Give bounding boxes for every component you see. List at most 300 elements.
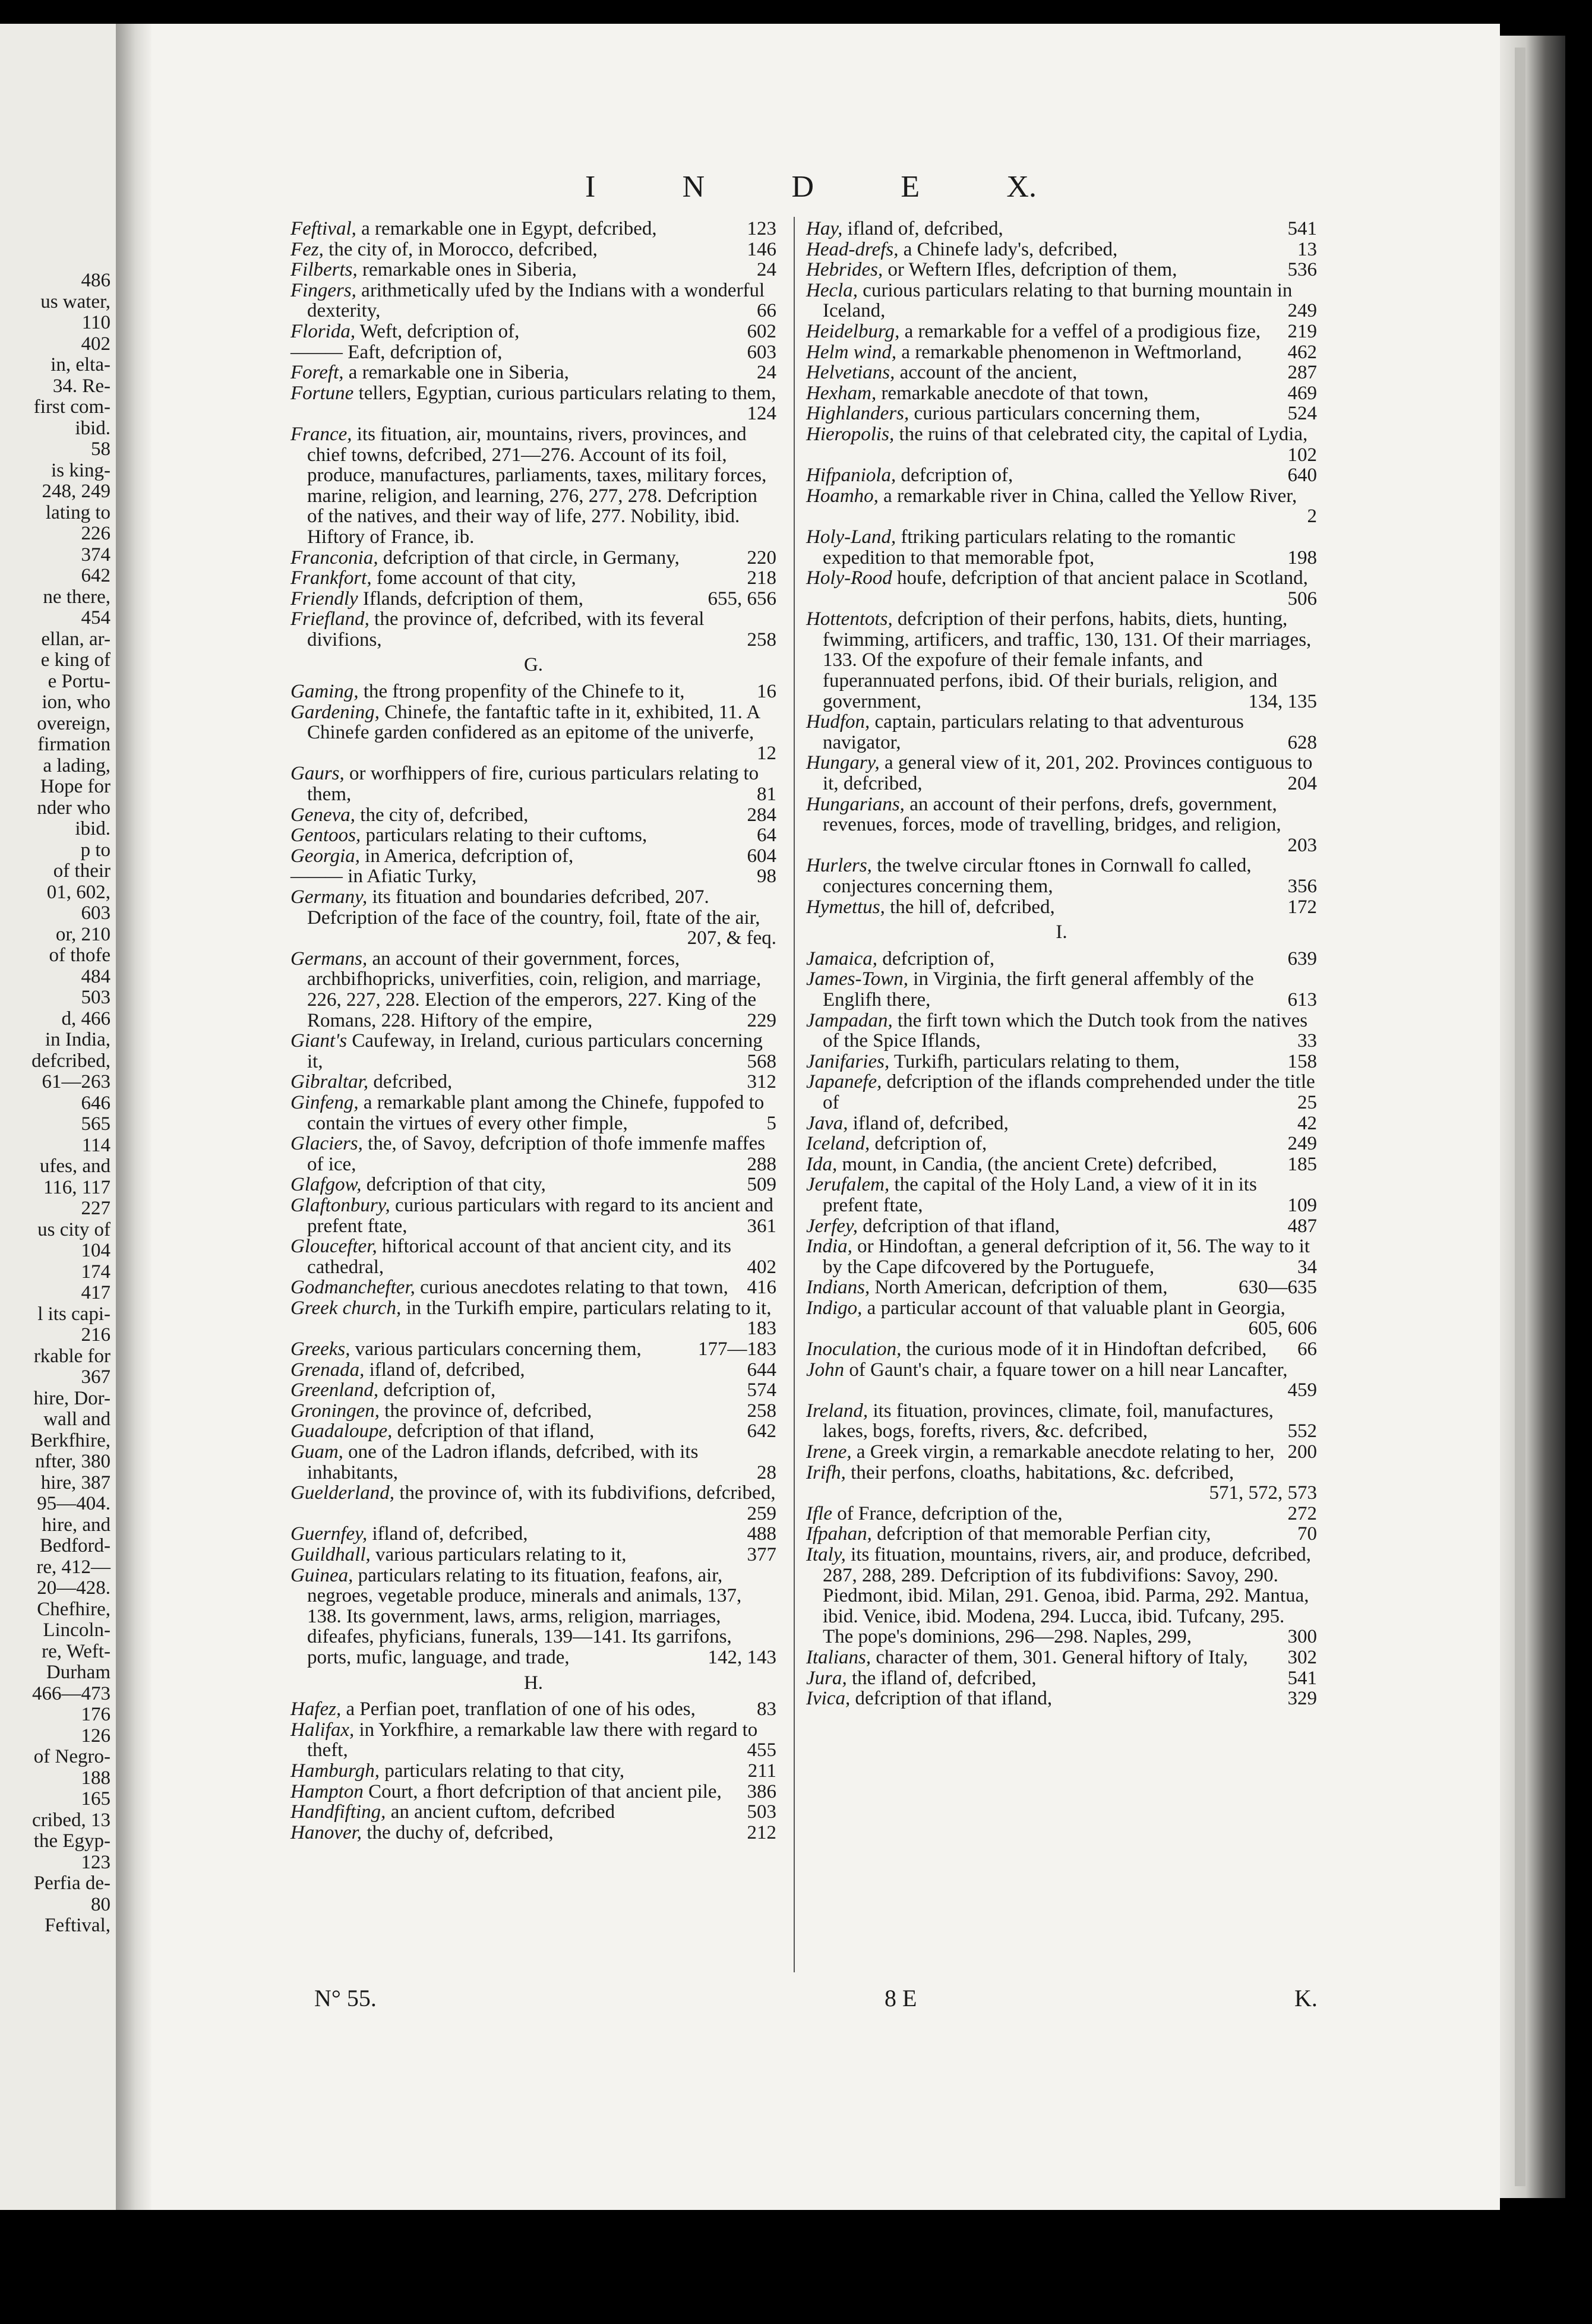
index-entry [290, 949, 776, 1031]
entry-page: 146 [747, 238, 776, 260]
entry-description: defcription of that memorable Perfian city, [871, 1523, 1211, 1545]
index-entry [806, 1113, 1317, 1134]
entry-page: 25 [1297, 1091, 1317, 1113]
entry-page: 259 [747, 1502, 776, 1524]
entry-page: 185 [1287, 1153, 1317, 1175]
entry-description: a remarkable one in Egypt, defcribed, [356, 218, 657, 239]
entry-description: the duchy of, defcribed, [362, 1821, 554, 1843]
entry-page: 34 [1297, 1256, 1317, 1278]
index-entry [806, 1688, 1317, 1709]
entry-term: Hexham, [806, 382, 877, 404]
entry-term: Greek church, [290, 1297, 402, 1319]
title-letter: N [682, 170, 705, 204]
left-fragment: 565 [81, 1113, 110, 1135]
index-entry [290, 1699, 776, 1720]
index-entry [806, 1133, 1317, 1154]
entry-text [290, 1524, 776, 1545]
entry-page: 109 [1287, 1194, 1317, 1216]
entry-description: its fituation and boundaries defcribed, 207. Defcription of the face of the country, foil, ftate of the air, [307, 886, 760, 929]
index-entry [290, 887, 776, 949]
entry-description: the ruins of that celebrated city, the capital of Lydia, [894, 423, 1308, 445]
left-fragment: hire, Dor- [33, 1387, 110, 1409]
entry-page: 602 [747, 320, 776, 342]
entry-description: ifland of, defcribed, [848, 1112, 1009, 1134]
entry-description: captain, particulars relating to that adventurous navigator, [823, 711, 1244, 753]
index-entry [806, 1236, 1317, 1277]
page-title [585, 169, 1037, 204]
entry-page: 16 [757, 681, 776, 703]
entry-page: 203 [1287, 834, 1317, 856]
entry-term: Hanover, [290, 1821, 362, 1843]
left-fragment: ellan, ar- [41, 628, 110, 650]
index-entry [290, 1782, 776, 1802]
entry-description: the ftrong propenfity of the Chinefe to it, [358, 681, 685, 703]
entry-term: Helm wind, [806, 341, 897, 363]
left-fragment: Durham [46, 1662, 110, 1683]
entry-description: the twelve circular ftones in Cornwall fo called, conjectures concerning them, [823, 855, 1252, 897]
index-entry [290, 681, 776, 702]
entry-term: Hamburgh, [290, 1760, 380, 1782]
entry-text [290, 1545, 776, 1565]
index-entry [806, 753, 1317, 794]
entry-term: James-Town, [806, 968, 909, 990]
entry-term: Hudfon, [806, 711, 870, 733]
entry-term: Holy-Land, [806, 526, 896, 548]
entry-text [806, 1072, 1317, 1113]
entry-term: Feftival, [290, 218, 356, 239]
entry-text [806, 753, 1317, 794]
entry-description: ifland of, defcribed, [367, 1523, 528, 1545]
entry-description: various particulars concerning them, [350, 1338, 642, 1360]
entry-text [806, 1011, 1317, 1052]
entry-description: defcription of, [896, 465, 1013, 487]
left-fragment: lating to [45, 501, 110, 523]
entry-term: Jerufalem, [806, 1174, 890, 1196]
entry-description: Turkifh, particulars relating to them, [889, 1050, 1180, 1072]
index-entry [290, 825, 776, 846]
entry-text [290, 342, 776, 363]
entry-description: particulars relating to their cuftoms, [361, 825, 647, 847]
entry-text [806, 486, 1317, 527]
entry-page: 42 [1297, 1112, 1317, 1134]
index-entry [806, 1504, 1317, 1524]
entry-page: 644 [747, 1359, 776, 1381]
entry-text [806, 794, 1317, 856]
index-entry [290, 342, 776, 363]
left-fragment: in India, [45, 1029, 110, 1050]
entry-text [290, 1483, 776, 1524]
entry-term: Greeks, [290, 1338, 350, 1360]
left-fragment: 226 [81, 523, 110, 544]
entry-text [290, 1565, 776, 1668]
entry-page: 613 [1287, 989, 1317, 1011]
entry-page: 329 [1287, 1688, 1317, 1710]
entry-text [806, 1668, 1317, 1689]
entry-page: 469 [1287, 382, 1317, 404]
left-fragment: Perfia de- [33, 1873, 110, 1894]
entry-text [806, 1545, 1317, 1647]
left-fragment: hire, and [42, 1514, 110, 1536]
left-fragment: 01, 602, [46, 881, 110, 903]
entry-text [290, 866, 776, 887]
entry-page: 506 [1287, 588, 1317, 610]
index-entry [290, 239, 776, 260]
entry-description: hiftorical account of that ancient city, and its cathedral, [307, 1236, 731, 1278]
entry-term: Franconia, [290, 547, 378, 569]
sheet-number: N° 55. [314, 1985, 377, 2012]
entry-term: Guildhall, [290, 1544, 371, 1565]
entry-term: Head-drefs, [806, 238, 899, 260]
index-entry [290, 1565, 776, 1668]
entry-description: a remarkable river in China, called the Yellow River, [878, 485, 1297, 507]
entry-description: the capital of the Holy Land, a view of it in its prefent ftate, [823, 1174, 1257, 1216]
entry-term: Guernfey, [290, 1523, 368, 1545]
entry-page: 258 [747, 1400, 776, 1422]
left-fragment: 466—473 [32, 1682, 110, 1704]
entry-text [806, 1339, 1317, 1360]
index-entry [290, 568, 776, 589]
index-entry [290, 1133, 776, 1174]
entry-term: Grenada, [290, 1359, 365, 1381]
entry-term: Germany, [290, 886, 368, 908]
entry-description: a particular account of that valuable plant in Georgia, [862, 1297, 1285, 1319]
entry-text [806, 568, 1317, 609]
entry-text [290, 321, 776, 342]
entry-term: Fez, [290, 238, 324, 260]
entry-text [290, 383, 776, 424]
catchword: K. [1294, 1985, 1318, 2012]
entry-page: 70 [1297, 1523, 1317, 1545]
entry-term: Guadaloupe, [290, 1420, 393, 1442]
entry-description: defcription of their perfons, habits, diets, hunting, fwimming, artificers, and traffic, 130, 131. Of their marriages, 133. Of the expofure of their female infants, and fuperannuated perfons, ibid. Of their burials, religion, and government, [823, 608, 1312, 712]
entry-description: remarkable anecdote of that town, [876, 382, 1149, 404]
left-fragment: 176 [81, 1704, 110, 1725]
index-entry [806, 794, 1317, 856]
entry-text [806, 1360, 1317, 1401]
entry-text [806, 855, 1317, 896]
entry-text [806, 1236, 1317, 1277]
entry-page: 183 [747, 1318, 776, 1340]
index-entry [290, 424, 776, 548]
entry-text [290, 1823, 776, 1843]
entry-term: Hay, [806, 218, 843, 239]
entry-page: 287 [1287, 362, 1317, 384]
entry-term: Gardening, [290, 701, 380, 723]
title-letter: D [791, 170, 814, 204]
entry-page: 83 [757, 1698, 776, 1720]
entry-description: houfe, defcription of that ancient palace in Scotland, [892, 567, 1308, 589]
column-divider [794, 217, 795, 1972]
page-edge-strip [1515, 48, 1525, 2186]
index-entry [806, 897, 1317, 918]
entry-term: Gentoos, [290, 825, 361, 847]
entry-description: or Hindoftan, a general defcription of it, 56. The way to it by the Cape difcovered by the Portuguefe, [823, 1236, 1310, 1278]
entry-description: Eaft, defcription of, [348, 341, 503, 363]
index-column-right [806, 219, 1317, 1709]
index-entry [806, 383, 1317, 404]
entry-text [806, 239, 1317, 260]
entry-description: one of the Ladron iflands, defcribed, with its inhabitants, [307, 1441, 699, 1483]
index-entry [806, 568, 1317, 609]
entry-description: a remarkable for a veffel of a prodigious fize, [899, 320, 1261, 342]
entry-term: Glaciers, [290, 1133, 363, 1155]
entry-term: Hottentots, [806, 608, 893, 630]
section-heading: I. [1056, 921, 1067, 943]
entry-text [290, 825, 776, 846]
entry-description: the province of, defcribed, with its feveral divifions, [307, 608, 705, 651]
entry-description: defcription of that ifland, [850, 1688, 1053, 1710]
entry-term: Italians, [806, 1646, 871, 1668]
entry-description: in Afiatic Turky, [348, 866, 477, 888]
entry-page: 604 [747, 845, 776, 867]
index-entry [806, 1647, 1317, 1668]
entry-text [290, 1699, 776, 1720]
entry-term: Janifaries, [806, 1050, 890, 1072]
entry-description: defcription of that city, [361, 1174, 546, 1196]
section-heading: G. [523, 654, 544, 676]
entry-page: 272 [1287, 1502, 1317, 1524]
entry-description: its fituation, mountains, rivers, air, and produce, defcribed, 287, 288, 289. Defcription of its fubdivifions: Savoy, 290. Piedmont, ibid. Milan, 291. Genoa, ibid. Parma, 292. Mantua, ibid. Venice, ibid. Modena, 294. Lucca, ibid. Tufcany, 295. The pope's dominions, 296—298. Naples, 299, [823, 1544, 1312, 1648]
left-fragment: l its capi- [37, 1303, 110, 1325]
index-entry [290, 1823, 776, 1843]
entry-text [290, 1782, 776, 1802]
entry-term: Geneva, [290, 804, 356, 826]
index-entry [806, 1668, 1317, 1689]
index-column-left [290, 219, 776, 1843]
index-entry [806, 342, 1317, 363]
left-fragment: wall and [43, 1409, 110, 1430]
index-entry [806, 1524, 1317, 1545]
entry-description: defcription of, [378, 1379, 496, 1401]
entry-description: the, of Savoy, defcription of thofe immenfe maffes of ice, [307, 1133, 766, 1175]
entry-description: the city of, in Morocco, defcribed, [323, 238, 598, 260]
entry-description: Iflands, defcription of them, [358, 588, 584, 610]
left-fragment: 123 [81, 1851, 110, 1873]
left-fragment: d, 466 [61, 1008, 110, 1030]
entry-page: 487 [1287, 1215, 1317, 1237]
left-fragment: 61—263 [42, 1071, 110, 1092]
entry-description: defcription of the iflands comprehended under the title of [823, 1071, 1315, 1113]
entry-term: Fingers, [290, 279, 356, 301]
entry-text [806, 403, 1317, 424]
entry-description: North American, defcription of them, [870, 1277, 1168, 1299]
left-fragment: nder who [37, 797, 110, 819]
index-entry [806, 219, 1317, 239]
entry-page: 639 [1287, 948, 1317, 970]
left-fragment: cribed, 13 [32, 1809, 110, 1831]
left-fragment: 642 [81, 565, 110, 586]
entry-term: Heidelburg, [806, 320, 900, 342]
left-fragment: 188 [81, 1767, 110, 1789]
entry-text [806, 1401, 1317, 1442]
entry-term: Ida, [806, 1153, 838, 1175]
left-fragment: Hope for [40, 776, 110, 797]
entry-text [290, 763, 776, 804]
index-entry [290, 589, 776, 610]
index-entry [806, 424, 1317, 465]
entry-page: 134, 135 [1248, 690, 1317, 712]
entry-text [290, 260, 776, 280]
entry-text [290, 219, 776, 239]
index-entry [806, 712, 1317, 753]
entry-page: 640 [1287, 465, 1317, 487]
entry-term: Guelderland, [290, 1482, 395, 1504]
index-entry [806, 362, 1317, 383]
entry-description: mount, in Candia, (the ancient Crete) defcribed, [837, 1153, 1217, 1175]
section-heading: H. [523, 1672, 544, 1694]
index-entry [290, 1072, 776, 1092]
left-fragment: of thofe [49, 945, 110, 966]
entry-page: 655, 656 [707, 588, 776, 610]
left-fragment: ufes, and [39, 1155, 110, 1177]
entry-term: Handfifting, [290, 1801, 386, 1823]
entry-term: John [806, 1359, 845, 1381]
index-entry [290, 1483, 776, 1524]
index-entry [290, 1761, 776, 1782]
index-entry [806, 1011, 1317, 1052]
entry-page: 198 [1287, 547, 1317, 569]
entry-description: an account of their government, forces, archbifhopricks, univerfities, coin, religion, and marriage, 226, 227, 228. Election of the emperors, 227. King of the Romans, 228. Hiftory of the empire, [307, 948, 762, 1031]
entry-term: Hungarians, [806, 793, 905, 815]
entry-page: 574 [747, 1379, 776, 1401]
entry-page: 64 [757, 825, 776, 847]
entry-description: of France, defcription of the, [832, 1502, 1063, 1524]
entry-page: 172 [1287, 896, 1317, 918]
entry-description: the ifland of, defcribed, [846, 1667, 1037, 1689]
entry-text [290, 1174, 776, 1195]
entry-text [290, 1802, 776, 1823]
entry-page: 177—183 [698, 1338, 776, 1360]
index-entry [290, 1339, 776, 1360]
left-fragment: ibid. [75, 818, 110, 839]
entry-description: in Virginia, the firft general affembly of the Englifh there, [823, 968, 1254, 1011]
index-entry [806, 486, 1317, 527]
entry-text [806, 712, 1317, 753]
index-entry [806, 1360, 1317, 1401]
entry-description: a remarkable one in Siberia, [343, 362, 569, 384]
index-entry [290, 1236, 776, 1277]
index-entry [290, 1421, 776, 1442]
entry-description: the hill of, defcribed, [885, 896, 1055, 918]
entry-description: defcription of that ifland, [858, 1215, 1060, 1237]
entry-text [806, 321, 1317, 342]
entry-page: 459 [1287, 1379, 1317, 1401]
entry-description: tellers, Egyptian, curious particulars relating to them, [353, 382, 776, 404]
entry-page: 211 [747, 1760, 776, 1782]
left-fragment: a lading, [43, 754, 110, 776]
entry-page: 207, & feq. [687, 927, 776, 949]
entry-text [806, 424, 1317, 465]
left-fragment: ne there, [43, 586, 110, 608]
entry-description: its fituation, air, mountains, rivers, provinces, and chief towns, defcribed, 271—276. Account of its foil, produce, manufactures, parliaments, taxes, military forces, marine, religion, and learning, 276, 277, 278. Defcription of the natives, and their way of life, 277. Nobility, ibid. Hiftory of France, ib. [307, 423, 767, 548]
entry-page: 630—635 [1239, 1277, 1317, 1299]
entry-page: 249 [1287, 1133, 1317, 1155]
entry-term: France, [290, 423, 352, 445]
entry-text [806, 969, 1317, 1010]
left-fragment: first com- [33, 396, 110, 418]
index-entry [806, 1442, 1317, 1463]
index-entry [290, 1092, 776, 1133]
entry-description: particulars relating to its fituation, feafons, air, negroes, vegetable produce, minerals and animals, 137, 138. Its government, laws, arms, religion, marriages, difeafes, phyficians, funerals, 139—141. Its garrifons, ports, mufic, language, and trade, [307, 1564, 742, 1668]
entry-page: 628 [1287, 731, 1317, 753]
left-fragment: us city of [37, 1218, 110, 1240]
entry-text [290, 1401, 776, 1422]
entry-page: 12 [757, 742, 776, 764]
entry-description: defcription of that circle, in Germany, [378, 547, 680, 569]
entry-page: 462 [1287, 341, 1317, 363]
entry-term: Highlanders, [806, 403, 909, 425]
entry-term: India, [806, 1236, 852, 1258]
entry-description: ifland of, defcribed, [842, 218, 1003, 239]
entry-description: Weft, defcription of, [355, 320, 520, 342]
entry-description: its fituation, provinces, climate, foil, manufactures, lakes, bogs, forefts, rivers, &c. defcribed, [823, 1400, 1274, 1442]
entry-term: Ginfeng, [290, 1091, 359, 1113]
entry-text [806, 362, 1317, 383]
entry-description: a general view of it, 201, 202. Provinces contiguous to it, defcribed, [823, 752, 1313, 795]
left-fragment: the Egyp- [33, 1830, 110, 1852]
entry-term: Italy, [806, 1544, 846, 1565]
entry-page: 386 [747, 1780, 776, 1802]
entry-page: 5 [766, 1112, 776, 1134]
entry-term: Irifh, [806, 1461, 846, 1483]
left-fragment: re, Weft- [42, 1640, 110, 1662]
entry-description: ftriking particulars relating to the romantic expedition to that memorable fpot, [823, 526, 1236, 569]
entry-description: Chinefe, the fantaftic tafte in it, exhibited, 11. A Chinefe garden confidered as an epitome of the univerfe, [307, 701, 760, 744]
left-fragment: 34. Re- [52, 375, 110, 397]
entry-text [290, 1442, 776, 1483]
entry-term: Foreft, [290, 362, 344, 384]
entry-page: 536 [1287, 259, 1317, 281]
index-entry [806, 1277, 1317, 1298]
entry-page: 81 [757, 784, 776, 806]
index-entry [290, 702, 776, 764]
index-entry [806, 1052, 1317, 1072]
entry-term: Jerfey, [806, 1215, 858, 1237]
entry-text [290, 1360, 776, 1381]
entry-description: in America, defcription of, [360, 845, 574, 867]
entry-text [290, 1092, 776, 1133]
entry-term: Iceland, [806, 1133, 870, 1155]
entry-text [290, 1072, 776, 1092]
entry-page: 302 [1287, 1646, 1317, 1668]
left-fragment: overeign, [37, 712, 110, 734]
entry-description: in the Turkifh empire, particulars relating to it, [401, 1297, 772, 1319]
index-entry [806, 855, 1317, 896]
entry-page: 13 [1297, 238, 1317, 260]
entry-page: 288 [747, 1153, 776, 1175]
left-fragment: 165 [81, 1788, 110, 1810]
left-fragment: 95—404. [37, 1493, 110, 1514]
entry-text [806, 949, 1317, 970]
entry-text [806, 1442, 1317, 1463]
entry-text [290, 1133, 776, 1174]
index-entry [290, 1720, 776, 1761]
entry-description: the curious mode of it in Hindoftan defcribed, [901, 1338, 1267, 1360]
entry-description: account of the ancient, [895, 362, 1078, 384]
index-entry [290, 219, 776, 239]
index-entry [290, 1802, 776, 1823]
entry-term: Jampadan, [806, 1009, 893, 1031]
entry-description: or Weftern Ifles, defcription of them, [883, 259, 1177, 281]
entry-page: 98 [757, 866, 776, 888]
entry-description: curious particulars with regard to its ancient and prefent ftate, [307, 1194, 773, 1237]
entry-term: Godmanchefter, [290, 1277, 415, 1299]
entry-text [806, 1504, 1317, 1524]
index-entry [806, 609, 1317, 712]
left-fragment: 484 [81, 965, 110, 987]
left-fragment: 216 [81, 1324, 110, 1346]
entry-description: the province of, with its fubdivifions, defcribed, [394, 1482, 776, 1504]
